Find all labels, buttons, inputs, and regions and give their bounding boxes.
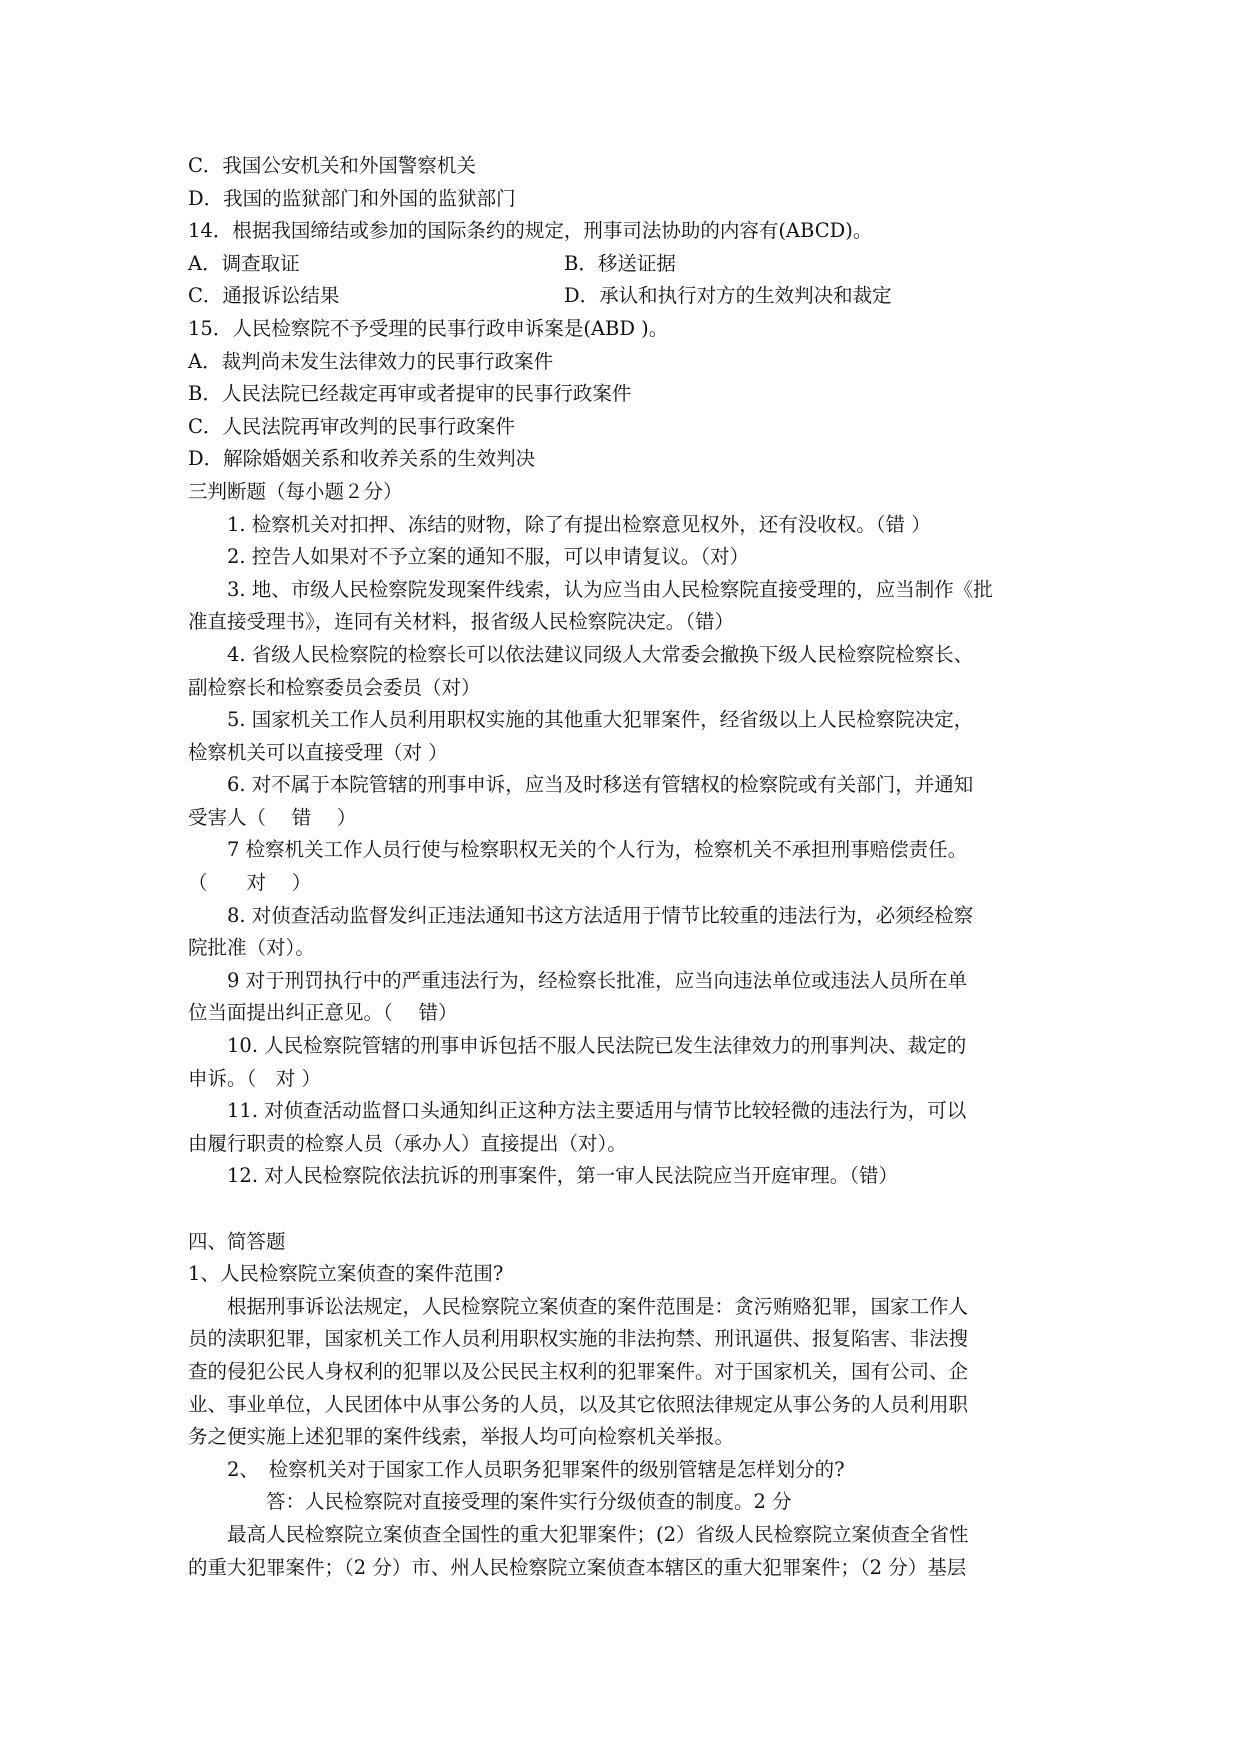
q13-option-d: D．我国的监狱部门和外国的监狱部门 — [188, 186, 516, 210]
q13-option-c: C．我国公安机关和外国警察机关 — [188, 154, 476, 177]
document-page — [188, 150, 1064, 1584]
q14-option-d: D．承认和执行对方的生效判决和裁定 — [564, 284, 892, 308]
tf-item-line: （ 对 ） — [188, 871, 312, 895]
q14-option-a: A．调查取证 — [188, 251, 300, 275]
tf-item-6 — [188, 769, 1064, 834]
tf-item-line: 11. 对侦查活动监督口头通知纠正这种方法主要适用与情节比较轻微的违法行为，可以 — [227, 1099, 967, 1123]
sa-answer-2 — [188, 1519, 1064, 1584]
q15-option-d: D．解除婚姻关系和收养关系的生效判决 — [188, 447, 536, 471]
tf-item-line: 1. 检察机关对扣押、冻结的财物，除了有提出检察意见权外，还有没收权。（错 ） — [227, 512, 931, 536]
tf-item-line: 5. 国家机关工作人员利用职权实施的其他重大犯罪案件，经省级以上人民检察院决定， — [227, 708, 974, 732]
sa-answer-line: 务之便实施上述犯罪的案件线索，举报人均可向检察机关举报。 — [188, 1425, 735, 1449]
tf-item-line: 6. 对不属于本院管辖的刑事申诉，应当及时移送有管辖权的检察院或有关部门，并通知 — [227, 773, 974, 797]
tf-item-line: 申诉。（ 对 ） — [188, 1066, 321, 1090]
q14-option-b: B．移送证据 — [564, 251, 676, 275]
sa-answer-line: 员的渎职犯罪，国家机关工作人员利用职权实施的非法拘禁、刑讯逼供、报复陷害、非法搜 — [188, 1327, 969, 1351]
tf-item-line: 副检察长和检察委员会委员（对） — [188, 675, 481, 699]
sa-answer-1 — [188, 1291, 1064, 1454]
sa-answer-line: 业、事业单位，人民团体中从事公务的人员，以及其它依照法律规定从事公务的人员利用职 — [188, 1392, 969, 1416]
tf-item-line: 10. 人民检察院管辖的刑事申诉包括不服人民法院已发生法律效力的刑事判决、裁定的 — [227, 1034, 967, 1058]
tf-item-12 — [188, 1160, 1064, 1193]
tf-item-1 — [188, 509, 1064, 542]
q14-stem: 14．根据我国缔结或参加的国际条约的规定，刑事司法协助的内容有(ABCD)。 — [188, 219, 873, 243]
tf-item-line: 7 检察机关工作人员行使与检察职权无关的个人行为，检察机关不承担刑事赔偿责任。 — [227, 838, 968, 862]
q15-option-b: B．人民法院已经裁定再审或者提审的民事行政案件 — [188, 382, 632, 406]
tf-item-8 — [188, 900, 1064, 965]
q14-options-row-1 — [188, 248, 1064, 281]
tf-item-line: 2. 控告人如果对不予立案的通知不服，可以申请复议。（对） — [227, 545, 750, 569]
tf-item-3 — [188, 574, 1064, 639]
tf-item-line: 位当面提出纠正意见。（ 错） — [188, 1001, 458, 1025]
q14-options-row-2 — [188, 280, 1064, 313]
tf-item-line: 由履行职责的检察人员（承办人）直接提出（对）。 — [188, 1131, 627, 1155]
tf-item-2 — [188, 541, 1064, 574]
q14-option-c: C．通报诉讼结果 — [188, 284, 340, 308]
tf-item-line: 受害人（ 错 ） — [188, 805, 357, 829]
sa-question-1: 1、人民检察院立案侦查的案件范围? — [188, 1262, 504, 1286]
tf-item-10 — [188, 1030, 1064, 1095]
tf-item-7 — [188, 834, 1064, 899]
short-answer-heading: 四、简答题 — [188, 1229, 286, 1253]
sa-answer-2-intro: 答：人民检察院对直接受理的案件实行分级侦查的制度。2 分 — [266, 1490, 792, 1514]
tf-item-line: 4. 省级人民检察院的检察长可以依法建议同级人大常委会撤换下级人民检察院检察长、 — [227, 642, 974, 666]
tf-item-4 — [188, 639, 1064, 704]
tf-item-11 — [188, 1095, 1064, 1160]
sa-question-2: 2、 检察机关对于国家工作人员职务犯罪案件的级别管辖是怎样划分的? — [227, 1457, 845, 1481]
q15-option-a: A．裁判尚未发生法律效力的民事行政案件 — [188, 349, 554, 373]
q15-option-c: C．人民法院再审改判的民事行政案件 — [188, 414, 515, 438]
section-spacer — [188, 1193, 1064, 1226]
sa-answer-line: 查的侵犯公民人身权利的犯罪以及公民民主权利的犯罪案件。对于国家机关，国有公司、企 — [188, 1359, 969, 1383]
true-false-heading: 三判断题（每小题２分） — [188, 479, 403, 503]
tf-item-9 — [188, 965, 1064, 1030]
q15-stem: 15．人民检察院不予受理的民事行政申诉案是(ABD )。 — [188, 316, 669, 340]
tf-item-line: 检察机关可以直接受理（对 ） — [188, 740, 448, 764]
tf-item-line: 3. 地、市级人民检察院发现案件线索，认为应当由人民检察院直接受理的，应当制作《批 — [227, 577, 993, 601]
tf-item-line: 准直接受理书》，连同有关材料，报省级人民检察院决定。（错） — [188, 610, 735, 634]
tf-item-line: 9 对于刑罚执行中的严重违法行为，经检察长批准，应当向违法单位或违法人员所在单 — [227, 968, 968, 992]
tf-item-line: 8. 对侦查活动监督发纠正违法通知书这方法适用于情节比较重的违法行为，必须经检察 — [227, 903, 974, 927]
tf-item-5 — [188, 704, 1064, 769]
sa-answer-line: 最高人民检察院立案侦查全国性的重大犯罪案件；(2）省级人民检察院立案侦查全省性 — [227, 1522, 969, 1546]
tf-item-line: 12. 对人民检察院依法抗诉的刑事案件，第一审人民法院应当开庭审理。（错） — [227, 1164, 898, 1188]
tf-item-line: 院批准（对）。 — [188, 936, 315, 960]
sa-answer-line: 的重大犯罪案件；（2 分）市、州人民检察院立案侦查本辖区的重大犯罪案件；（2 分）基层 — [188, 1555, 967, 1579]
sa-answer-line: 根据刑事诉讼法规定，人民检察院立案侦查的案件范围是：贪污贿赂犯罪，国家工作人 — [227, 1294, 969, 1318]
